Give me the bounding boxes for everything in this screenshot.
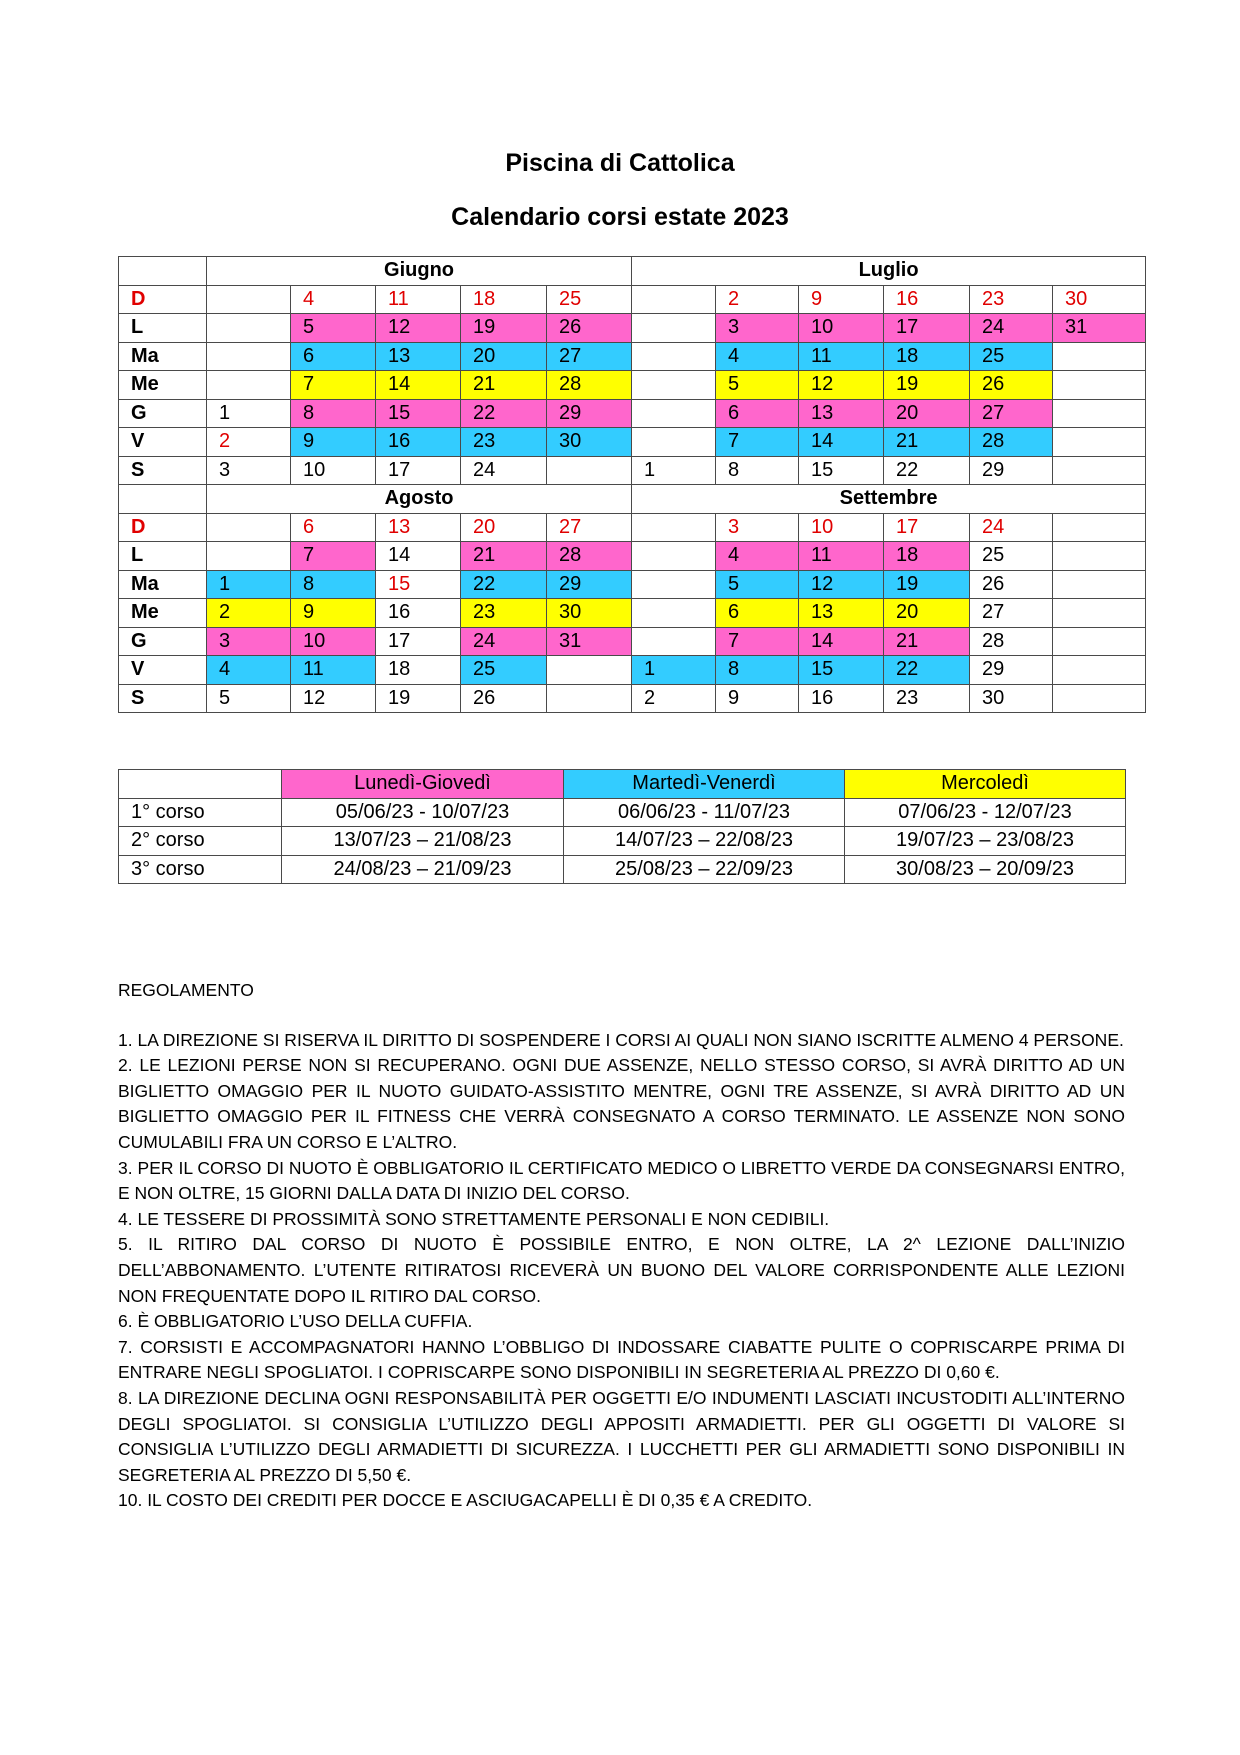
calendar-day-cell: 27 (970, 399, 1053, 428)
calendar-day-cell: 1 (632, 456, 716, 485)
calendar-day-cell (632, 399, 716, 428)
calendar-week-row (119, 684, 1146, 713)
calendar-day-cell: 23 (970, 285, 1053, 314)
calendar-day-cell: 19 (884, 371, 970, 400)
calendar-day-cell (1053, 342, 1146, 371)
calendar-day-cell: 8 (291, 399, 376, 428)
regolamento-section (118, 978, 1125, 1514)
calendar-day-cell: 14 (799, 627, 884, 656)
calendar-day-cell (1053, 656, 1146, 685)
calendar-day-cell: 10 (291, 627, 376, 656)
course-dates: 19/07/23 – 23/08/23 (845, 827, 1126, 856)
calendar-day-cell (1053, 627, 1146, 656)
calendar-day-cell: 1 (207, 570, 291, 599)
courses-table (118, 769, 1126, 884)
calendar-day-cell: 25 (547, 285, 632, 314)
calendar-week-row (119, 342, 1146, 371)
calendar-week-row (119, 542, 1146, 571)
calendar-day-cell: 19 (376, 684, 461, 713)
calendar-day-cell: 11 (799, 542, 884, 571)
calendar-day-cell: 15 (376, 570, 461, 599)
courses-corner-cell (119, 770, 282, 799)
calendar-day-cell: 27 (547, 513, 632, 542)
calendar-day-cell: 4 (716, 542, 799, 571)
calendar-day-cell: 15 (376, 399, 461, 428)
calendar-day-cell (1053, 570, 1146, 599)
calendar-day-cell (207, 285, 291, 314)
calendar-day-cell: 12 (376, 314, 461, 343)
course-dates: 24/08/23 – 21/09/23 (282, 855, 564, 884)
calendar-day-cell: 7 (291, 371, 376, 400)
calendar-day-cell: 2 (207, 428, 291, 457)
calendar-day-cell: 24 (970, 314, 1053, 343)
calendar-day-cell: 12 (799, 570, 884, 599)
calendar-day-cell: 5 (716, 570, 799, 599)
weekday-label: S (119, 456, 207, 485)
calendar-day-cell (207, 513, 291, 542)
calendar-day-cell: 11 (376, 285, 461, 314)
calendar-day-cell: 14 (799, 428, 884, 457)
calendar-day-cell: 4 (716, 342, 799, 371)
calendar-day-cell: 10 (799, 314, 884, 343)
calendar-week-row (119, 456, 1146, 485)
calendar-day-cell (1053, 599, 1146, 628)
calendar-day-cell: 5 (207, 684, 291, 713)
calendar-day-cell: 18 (884, 342, 970, 371)
month-header: Luglio (632, 257, 1146, 286)
calendar-day-cell (1053, 542, 1146, 571)
calendar-day-cell (207, 314, 291, 343)
course-dates: 13/07/23 – 21/08/23 (282, 827, 564, 856)
calendar-day-cell (207, 542, 291, 571)
calendar-day-cell: 5 (716, 371, 799, 400)
calendar-day-cell: 29 (547, 570, 632, 599)
calendar-day-cell: 17 (884, 314, 970, 343)
calendar-day-cell: 11 (291, 656, 376, 685)
calendar-day-cell: 20 (884, 599, 970, 628)
calendar-day-cell: 28 (970, 627, 1053, 656)
weekday-label: D (119, 513, 207, 542)
calendar-day-cell (632, 627, 716, 656)
calendar-day-cell: 8 (291, 570, 376, 599)
calendar-day-cell: 12 (291, 684, 376, 713)
calendar-day-cell: 13 (799, 599, 884, 628)
calendar-day-cell: 21 (884, 627, 970, 656)
calendar-day-cell: 29 (547, 399, 632, 428)
calendar-day-cell (207, 342, 291, 371)
calendar-day-cell: 9 (799, 285, 884, 314)
calendar-day-cell: 3 (716, 314, 799, 343)
weekday-label: V (119, 656, 207, 685)
calendar-day-cell: 6 (716, 599, 799, 628)
calendar-week-row (119, 513, 1146, 542)
calendar-day-cell: 19 (884, 570, 970, 599)
calendar-day-cell: 20 (461, 342, 547, 371)
calendar-day-cell: 7 (716, 627, 799, 656)
calendar-day-cell: 13 (376, 513, 461, 542)
weekday-label: G (119, 399, 207, 428)
calendar-day-cell (547, 656, 632, 685)
calendar-day-cell (1053, 684, 1146, 713)
calendar-day-cell: 20 (461, 513, 547, 542)
regolamento-item: 10. IL COSTO DEI CREDITI PER DOCCE E ASCIUGACAPELLI È DI 0,35 € A CREDITO. (118, 1490, 813, 1511)
regolamento-item: 2. LE LEZIONI PERSE NON SI RECUPERANO. OGNI DUE ASSENZE, NELLO STESSO CORSO, SI AVRÀ DIRITTO AD UN BIGLIETTO OMAGGIO PER IL NUOTO GUIDATO-ASSISTITO MENTRE, OGNI TRE ASSENZE, SI AVRÀ DIRITTO AD UN BIGLIETTO OMAGGIO PER IL FITNESS CHE VERRÀ CONSEGNATO A CORSO TERMINATO. LE ASSENZE NON SONO CUMULABILI FRA UN CORSO E L’ALTRO. (118, 1055, 1125, 1152)
calendar-day-cell: 5 (291, 314, 376, 343)
weekday-label: Me (119, 599, 207, 628)
calendar-day-cell: 3 (207, 627, 291, 656)
calendar-day-cell: 8 (716, 656, 799, 685)
calendar-day-cell: 26 (547, 314, 632, 343)
calendar-day-cell (632, 513, 716, 542)
calendar-day-cell: 22 (461, 570, 547, 599)
calendar-day-cell (632, 371, 716, 400)
calendar-day-cell: 17 (376, 456, 461, 485)
regolamento-item: 7. CORSISTI E ACCOMPAGNATORI HANNO L’OBBLIGO DI INDOSSARE CIABATTE PULITE O COPRISCARPE PRIMA DI ENTRARE NEGLI SPOGLIATOI. I COPRISCARPE SONO DISPONIBILI IN SEGRETERIA AL PREZZO DI 0,60 €. (118, 1336, 1125, 1383)
weekday-label: L (119, 542, 207, 571)
calendar-day-cell: 6 (716, 399, 799, 428)
calendar-day-cell: 25 (970, 542, 1053, 571)
calendar-day-cell (632, 428, 716, 457)
weekday-label: S (119, 684, 207, 713)
regolamento-item: 4. LE TESSERE DI PROSSIMITÀ SONO STRETTAMENTE PERSONALI E NON CEDIBILI. (118, 1208, 830, 1229)
course-dates: 30/08/23 – 20/09/23 (845, 855, 1126, 884)
calendar-day-cell: 22 (884, 456, 970, 485)
calendar-day-cell: 21 (884, 428, 970, 457)
calendar-day-cell (632, 542, 716, 571)
calendar-day-cell: 2 (716, 285, 799, 314)
calendar-corner-cell (119, 257, 207, 286)
calendar-day-cell: 21 (461, 542, 547, 571)
calendar-day-cell: 22 (461, 399, 547, 428)
calendar-day-cell: 7 (716, 428, 799, 457)
calendar-day-cell: 14 (376, 542, 461, 571)
calendar-day-cell: 10 (799, 513, 884, 542)
course-row (119, 798, 1126, 827)
course-row (119, 855, 1126, 884)
course-label: 1° corso (119, 798, 282, 827)
calendar-day-cell: 27 (547, 342, 632, 371)
regolamento-item: 1. LA DIREZIONE SI RISERVA IL DIRITTO DI SOSPENDERE I CORSI AI QUALI NON SIANO ISCRITTE ALMENO 4 PERSONE. (118, 1029, 1124, 1050)
calendar-day-cell: 31 (547, 627, 632, 656)
calendar-week-row (119, 314, 1146, 343)
regolamento-item: 5. IL RITIRO DAL CORSO DI NUOTO È POSSIBILE ENTRO, E NON OLTRE, LA 2^ LEZIONE DALL’INIZIO DELL’ABBONAMENTO. L’UTENTE RITIRATOSI RICEVERÀ UN BUONO DEL VALORE CORRISPONDENTE ALLE LEZIONI NON FREQUENTATE DOPO IL RITIRO DAL CORSO. (118, 1234, 1125, 1306)
calendar-day-cell: 27 (970, 599, 1053, 628)
calendar-day-cell (632, 570, 716, 599)
calendar-day-cell: 14 (376, 371, 461, 400)
weekday-label: Ma (119, 342, 207, 371)
calendar-day-cell: 16 (376, 599, 461, 628)
calendar-day-cell: 3 (207, 456, 291, 485)
course-dates: 05/06/23 - 10/07/23 (282, 798, 564, 827)
calendar-week-row (119, 285, 1146, 314)
calendar-day-cell: 9 (291, 599, 376, 628)
calendar-week-row (119, 570, 1146, 599)
calendar-day-cell: 10 (291, 456, 376, 485)
calendar-day-cell: 23 (884, 684, 970, 713)
calendar-day-cell: 15 (799, 656, 884, 685)
course-dates: 07/06/23 - 12/07/23 (845, 798, 1126, 827)
course-label: 2° corso (119, 827, 282, 856)
calendar-day-cell: 29 (970, 656, 1053, 685)
calendar-day-cell: 18 (461, 285, 547, 314)
calendar-day-cell (632, 342, 716, 371)
calendar-day-cell: 24 (461, 627, 547, 656)
calendar-day-cell: 11 (799, 342, 884, 371)
calendar-corner-cell (119, 485, 207, 514)
regolamento-item: 6. È OBBLIGATORIO L’USO DELLA CUFFIA. (118, 1311, 473, 1332)
weekday-label: Me (119, 371, 207, 400)
calendar-day-cell: 29 (970, 456, 1053, 485)
calendar-week-row (119, 599, 1146, 628)
calendar-day-cell: 6 (291, 513, 376, 542)
calendar-day-cell: 8 (716, 456, 799, 485)
calendar-day-cell: 17 (376, 627, 461, 656)
weekday-label: G (119, 627, 207, 656)
weekday-label: D (119, 285, 207, 314)
document-title: Piscina di Cattolica (505, 149, 735, 177)
calendar-month-header-row (119, 257, 1146, 286)
calendar-day-cell: 12 (799, 371, 884, 400)
calendar-day-cell (1053, 371, 1146, 400)
calendar-day-cell: 1 (207, 399, 291, 428)
calendar-day-cell (632, 314, 716, 343)
course-dates: 14/07/23 – 22/08/23 (564, 827, 845, 856)
calendar-day-cell: 2 (207, 599, 291, 628)
regolamento-title: REGOLAMENTO (118, 980, 254, 1000)
calendar-day-cell: 16 (799, 684, 884, 713)
calendar-day-cell: 13 (799, 399, 884, 428)
calendar-day-cell: 30 (970, 684, 1053, 713)
calendar-table (118, 256, 1146, 713)
calendar-month-header-row (119, 485, 1146, 514)
course-row (119, 827, 1126, 856)
calendar-day-cell: 20 (884, 399, 970, 428)
calendar-day-cell: 28 (970, 428, 1053, 457)
calendar-day-cell: 13 (376, 342, 461, 371)
calendar-day-cell: 24 (461, 456, 547, 485)
calendar-day-cell: 9 (291, 428, 376, 457)
calendar-day-cell: 26 (970, 371, 1053, 400)
calendar-day-cell: 23 (461, 428, 547, 457)
course-dates: 06/06/23 - 11/07/23 (564, 798, 845, 827)
calendar-day-cell (1053, 399, 1146, 428)
calendar-day-cell: 26 (461, 684, 547, 713)
calendar-day-cell: 21 (461, 371, 547, 400)
calendar-day-cell: 4 (291, 285, 376, 314)
calendar-week-row (119, 656, 1146, 685)
course-dates: 25/08/23 – 22/09/23 (564, 855, 845, 884)
calendar-day-cell (1053, 513, 1146, 542)
calendar-day-cell: 15 (799, 456, 884, 485)
calendar-week-row (119, 371, 1146, 400)
month-header: Agosto (207, 485, 632, 514)
calendar-day-cell: 30 (547, 599, 632, 628)
calendar-day-cell: 7 (291, 542, 376, 571)
month-header: Settembre (632, 485, 1146, 514)
course-header-mar-ven: Martedì-Venerdì (564, 770, 845, 799)
calendar-day-cell (207, 371, 291, 400)
calendar-day-cell (1053, 456, 1146, 485)
calendar-day-cell: 6 (291, 342, 376, 371)
month-header: Giugno (207, 257, 632, 286)
course-label: 3° corso (119, 855, 282, 884)
calendar-day-cell: 2 (632, 684, 716, 713)
calendar-day-cell: 3 (716, 513, 799, 542)
regolamento-item: 8. LA DIREZIONE DECLINA OGNI RESPONSABILITÀ PER OGGETTI E/O INDUMENTI LASCIATI INCUSTODITI ALL’INTERNO DEGLI SPOGLIATOI. SI CONSIGLIA L’UTILIZZO DEGLI APPOSITI ARMADIETTI. PER GLI OGGETTI DI VALORE SI CONSIGLIA L’UTILIZZO DEGLI ARMADIETTI DI SICUREZZA. I LUCCHETTI PER GLI ARMADIETTI SONO DISPONIBILI IN SEGRETERIA AL PREZZO DI 5,50 €. (118, 1387, 1125, 1485)
calendar-day-cell: 19 (461, 314, 547, 343)
calendar-day-cell: 24 (970, 513, 1053, 542)
weekday-label: Ma (119, 570, 207, 599)
regolamento-item: 3. PER IL CORSO DI NUOTO È OBBLIGATORIO IL CERTIFICATO MEDICO O LIBRETTO VERDE DA CONSEGNARSI ENTRO, E NON OLTRE, 15 GIORNI DALLA DATA DI INIZIO DEL CORSO. (118, 1157, 1125, 1204)
calendar-day-cell: 25 (461, 656, 547, 685)
document-subtitle: Calendario corsi estate 2023 (451, 203, 789, 231)
calendar-day-cell: 22 (884, 656, 970, 685)
weekday-label: V (119, 428, 207, 457)
calendar-day-cell: 25 (970, 342, 1053, 371)
calendar-day-cell (1053, 428, 1146, 457)
course-header-mer: Mercoledì (845, 770, 1126, 799)
calendar-day-cell: 17 (884, 513, 970, 542)
calendar-day-cell: 16 (376, 428, 461, 457)
courses-header-row (119, 770, 1126, 799)
calendar-day-cell: 18 (376, 656, 461, 685)
calendar-day-cell: 28 (547, 542, 632, 571)
calendar-day-cell (547, 684, 632, 713)
calendar-day-cell: 30 (547, 428, 632, 457)
calendar-day-cell: 30 (1053, 285, 1146, 314)
calendar-week-row (119, 428, 1146, 457)
calendar-day-cell: 9 (716, 684, 799, 713)
calendar-day-cell: 4 (207, 656, 291, 685)
calendar-day-cell: 1 (632, 656, 716, 685)
calendar-day-cell: 28 (547, 371, 632, 400)
calendar-day-cell (547, 456, 632, 485)
calendar-day-cell: 23 (461, 599, 547, 628)
calendar-day-cell (632, 599, 716, 628)
calendar-week-row (119, 399, 1146, 428)
calendar-day-cell (632, 285, 716, 314)
calendar-day-cell: 18 (884, 542, 970, 571)
weekday-label: L (119, 314, 207, 343)
calendar-day-cell: 31 (1053, 314, 1146, 343)
calendar-day-cell: 26 (970, 570, 1053, 599)
calendar-week-row (119, 627, 1146, 656)
course-header-lun-gio: Lunedì-Giovedì (282, 770, 564, 799)
calendar-day-cell: 16 (884, 285, 970, 314)
